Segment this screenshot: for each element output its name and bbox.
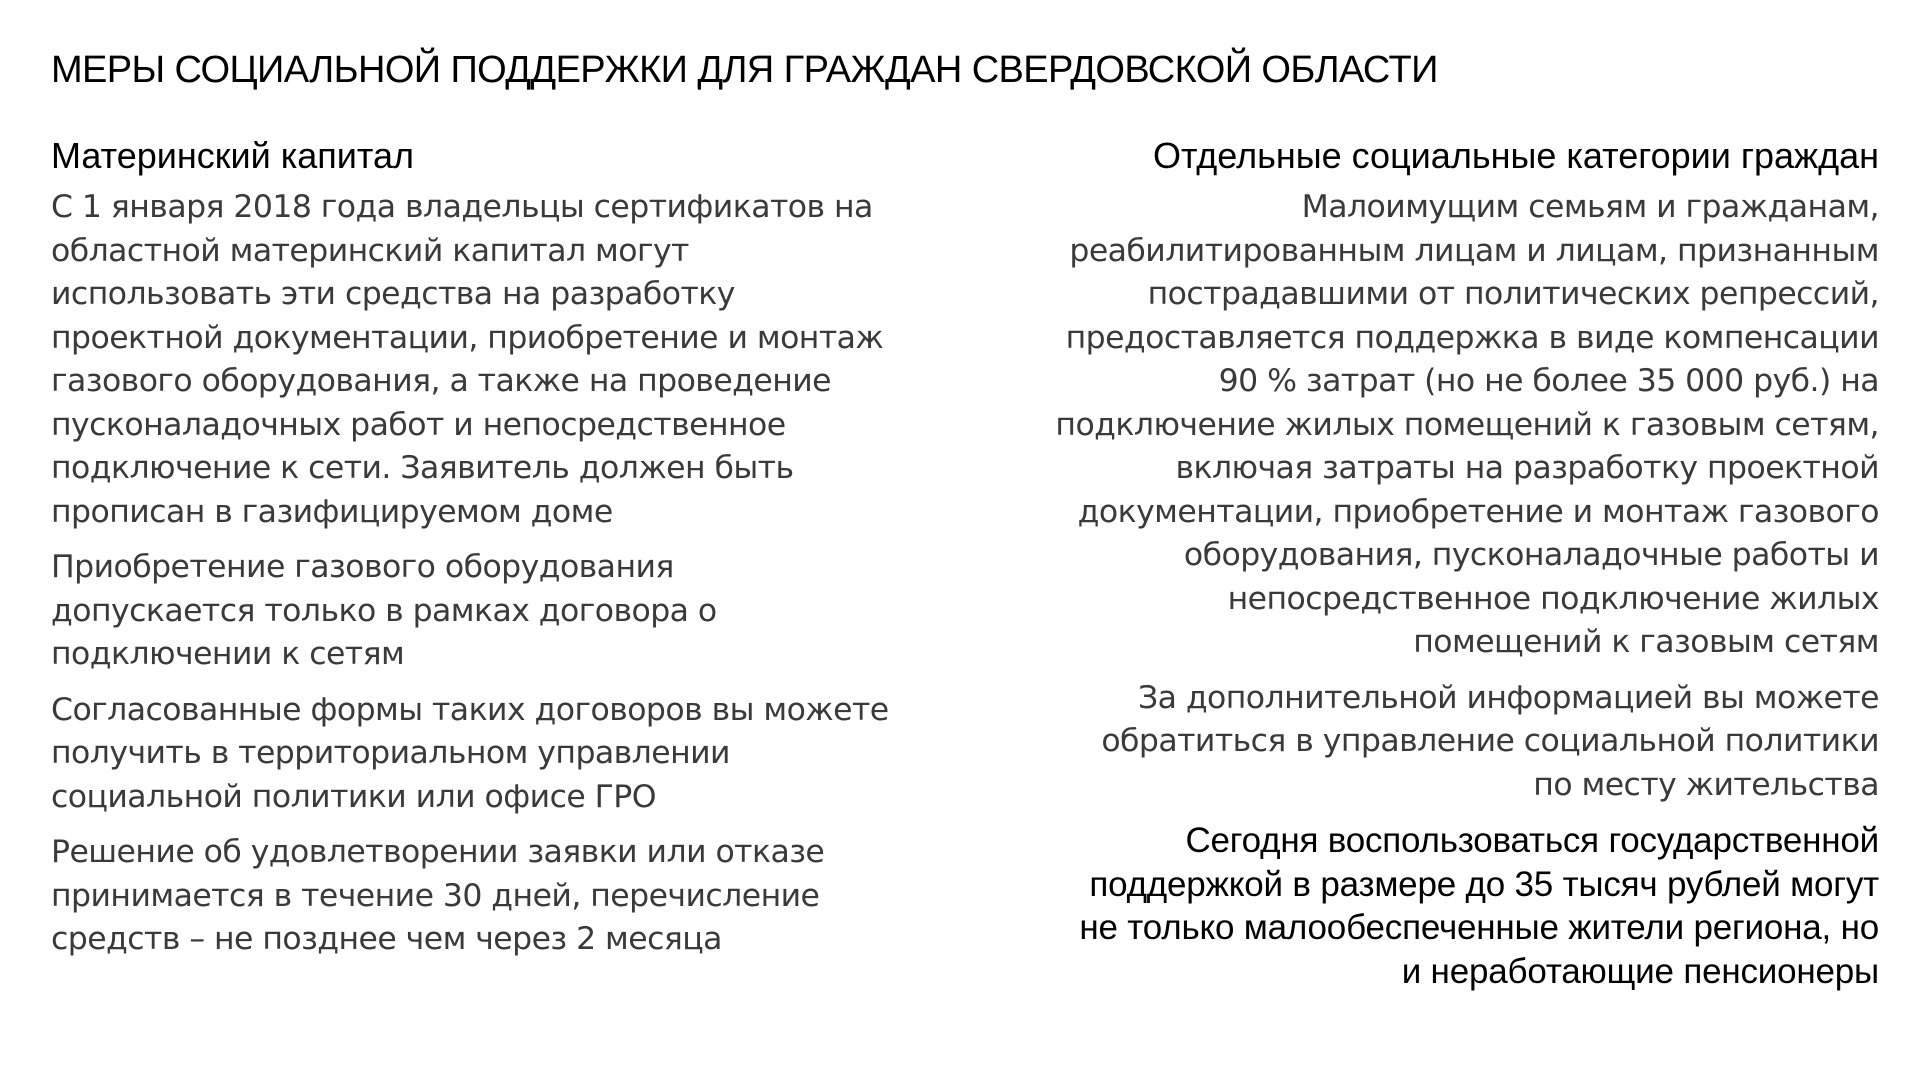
text-line: пострадавшими от политических репрессий, <box>1147 276 1879 312</box>
text-line: принимается в течение 30 дней, перечисление <box>51 877 820 914</box>
text-line: обратиться в управление социальной политики <box>1101 723 1879 759</box>
text-line: газового оборудования, а также на проведение <box>51 363 832 399</box>
right-heading: Отдельные социальные категории граждан <box>1152 135 1879 176</box>
text-line: включая затраты на разработку проектной <box>1175 450 1879 486</box>
text-line: За дополнительной информацией вы можете <box>1137 679 1879 716</box>
right-column <box>979 133 1879 1005</box>
page-title: МЕРЫ СОЦИАЛЬНОЙ ПОДДЕРЖКИ ДЛЯ ГРАЖДАН СВЕРДОВСКОЙ ОБЛАСТИ <box>51 49 1438 91</box>
right-paragraph-1 <box>979 186 1879 665</box>
left-paragraph-4 <box>51 831 951 962</box>
text-line: не только малообеспеченные жители региона, но <box>1079 908 1879 947</box>
text-line: реабилитированным лицам и лицам, признанным <box>1069 232 1879 269</box>
left-heading: Материнский капитал <box>51 135 414 176</box>
text-line: получить в территориальном управлении <box>51 735 730 771</box>
text-line: областной материнский капитал могут <box>51 232 689 269</box>
text-line: С 1 января 2018 года владельцы сертификатов на <box>51 189 873 225</box>
left-paragraph-2 <box>51 546 951 677</box>
text-line: средств – не позднее чем через 2 месяца <box>51 921 722 957</box>
left-column <box>51 133 951 974</box>
text-line: Сегодня воспользоваться государственной <box>1185 821 1879 860</box>
text-line: подключение к сети. Заявитель должен быть <box>51 450 794 486</box>
text-line: Малоимущим семьям и гражданам, <box>1301 189 1879 225</box>
text-line: использовать эти средства на разработку <box>51 276 735 312</box>
text-line: предоставляется поддержка в виде компенсации <box>1065 319 1879 356</box>
left-paragraph-1 <box>51 186 951 534</box>
text-line: и неработающие пенсионеры <box>1401 951 1879 991</box>
text-line: по месту жительства <box>1533 766 1879 803</box>
text-line: проектной документации, приобретение и монтаж <box>51 319 884 356</box>
text-line: Решение об удовлетворении заявки или отказе <box>51 834 825 870</box>
text-line: Приобретение газового оборудования <box>51 549 674 585</box>
text-line: документации, приобретение и монтаж газового <box>1077 493 1879 530</box>
text-line: оборудования, пусконаладочные работы и <box>1183 537 1879 573</box>
text-line: прописан в газифицируемом доме <box>51 493 613 530</box>
text-line: пусконаладочных работ и непосредственное <box>51 406 786 443</box>
text-line: подключение жилых помещений к газовым сетям, <box>1055 406 1879 443</box>
text-line: допускается только в рамках договора о <box>51 592 717 629</box>
right-paragraph-2 <box>979 677 1879 808</box>
text-line: помещений к газовым сетям <box>1413 624 1879 660</box>
left-paragraph-3 <box>51 689 951 820</box>
text-line: поддержкой в размере до 35 тысяч рублей могут <box>1089 864 1879 904</box>
text-line: Согласованные формы таких договоров вы можете <box>51 691 889 728</box>
right-emphasis-paragraph <box>979 819 1879 993</box>
text-line: подключении к сетям <box>51 636 405 672</box>
text-line: 90 % затрат (но не более 35 000 руб.) на <box>1218 363 1879 399</box>
text-line: социальной политики или офисе ГРО <box>51 778 656 815</box>
text-line: непосредственное подключение жилых <box>1227 580 1879 617</box>
